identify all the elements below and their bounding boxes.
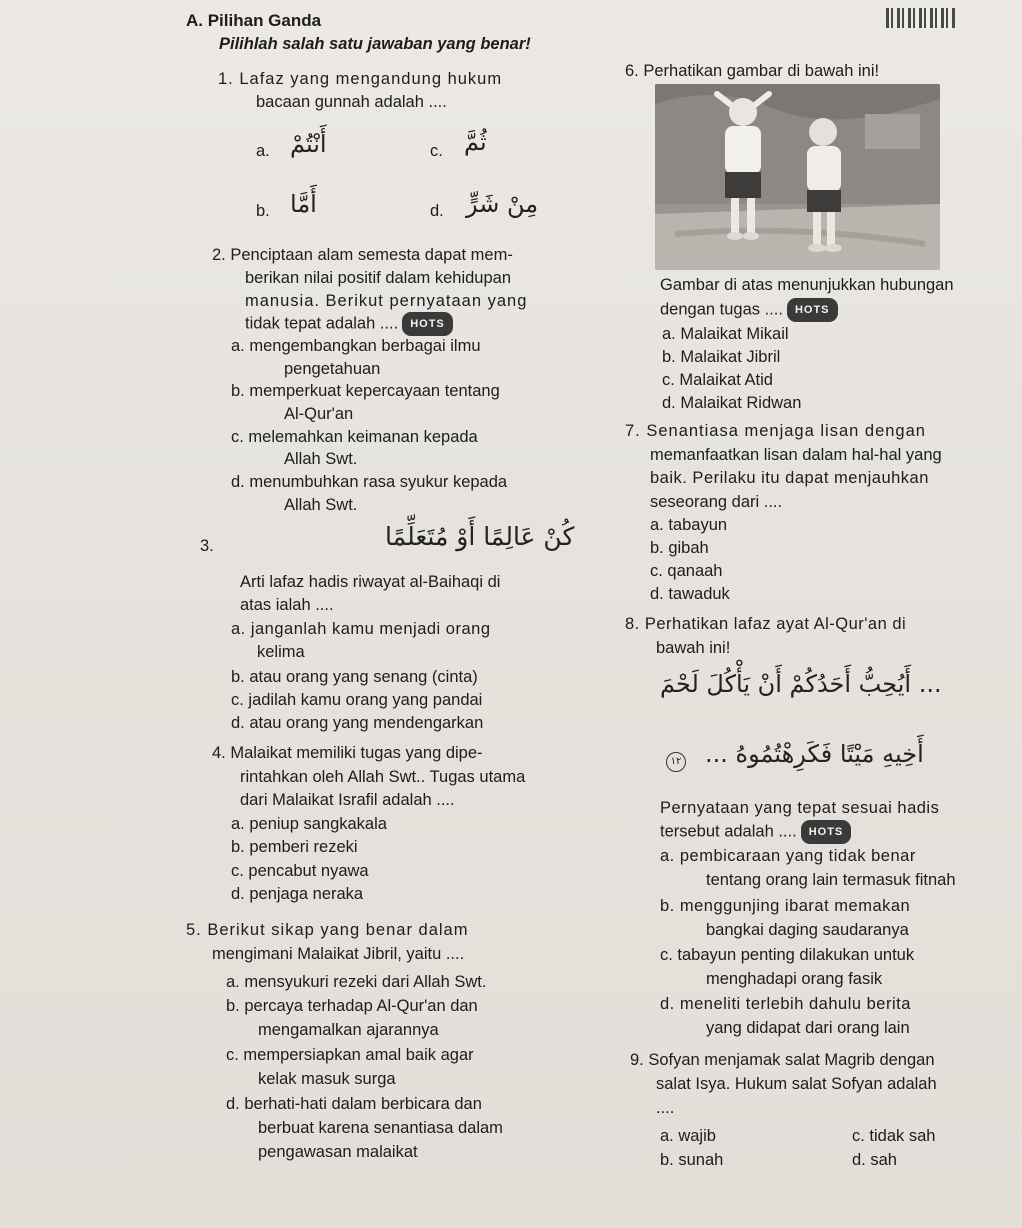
q8-text-2: bawah ini! [656,639,731,657]
q7-text: 7. Senantiasa menjaga lisan dengan [625,422,926,440]
q4-text-3: dari Malaikat Israfil adalah .... [240,791,455,809]
q6-caption: Gambar di atas menunjukkan hubungan [660,276,954,294]
q2-text: 2. Penciptaan alam semesta dapat mem- [212,246,513,264]
q6-option-c[interactable]: c. Malaikat Atid [662,371,773,389]
q5-option-a[interactable]: a. mensyukuri rezeki dari Allah Swt. [226,973,487,991]
q8-option-a[interactable]: a. pembicaraan yang tidak benar [660,847,916,865]
q1-option-b-arabic: أَمَّا [290,190,317,218]
q4-option-c[interactable]: c. pencabut nyawa [231,862,369,880]
q1-option-d[interactable]: d. [430,202,444,220]
q7-text-2: memanfaatkan lisan dalam hal-hal yang [650,446,942,464]
q1-option-c-arabic: ثُمَّ [464,128,487,156]
q8-text: 8. Perhatikan lafaz ayat Al-Qur'an di [625,615,907,633]
q2-option-d-cont: Allah Swt. [284,496,358,514]
q2-option-c-cont: Allah Swt. [284,450,358,468]
q3-option-a[interactable]: a. janganlah kamu menjadi orang [231,620,491,638]
q7-text-3: baik. Perilaku itu dapat menjauhkan [650,469,929,487]
q4-option-d[interactable]: d. penjaga neraka [231,885,364,903]
q2-option-b[interactable]: b. memperkuat kepercayaan tentang [231,382,500,400]
q8-option-b-cont: bangkai daging saudaranya [706,921,909,939]
q9-option-a[interactable]: a. wajib [660,1127,716,1145]
q6-option-d[interactable]: d. Malaikat Ridwan [662,394,802,412]
q3-text-2: atas ialah .... [240,596,334,614]
q5-option-d[interactable]: d. berhati-hati dalam berbicara dan [226,1095,482,1113]
q3-option-b[interactable]: b. atau orang yang senang (cinta) [231,668,478,686]
q5-option-d-cont: berbuat karena senantiasa dalam [258,1119,503,1137]
q1-text-2: bacaan gunnah adalah .... [256,93,447,111]
q8-option-c-cont: menghadapi orang fasik [706,970,883,988]
q1-option-a-arabic: أَنْتُمْ [290,130,327,158]
hots-badge: HOTS [402,312,453,336]
q2-option-b-cont: Al-Qur'an [284,405,354,423]
q9-text: 9. Sofyan menjamak salat Magrib dengan [630,1051,935,1069]
q4-option-a[interactable]: a. peniup sangkakala [231,815,387,833]
q8-verse-arabic: ... أَيُحِبُّ أَحَدُكُمْ أَنْ يَأْكُلَ لَحْمَ [660,670,942,698]
q3-number: 3. [200,537,214,555]
q7-option-a[interactable]: a. tabayun [650,516,728,534]
q2-text-3: manusia. Berikut pernyataan yang [245,292,528,310]
q5-option-c-cont: kelak masuk surga [258,1070,396,1088]
q5-option-b[interactable]: b. percaya terhadap Al-Qur'an dan [226,997,478,1015]
q5-option-c[interactable]: c. mempersiapkan amal baik agar [226,1046,474,1064]
hots-badge: HOTS [787,298,838,322]
children-illustration [655,84,940,270]
q7-option-b[interactable]: b. gibah [650,539,709,557]
q5-text: 5. Berikut sikap yang benar dalam [186,921,469,939]
q5-text-2: mengimani Malaikat Jibril, yaitu .... [212,945,465,963]
verse-number-marker: ١٢ [666,752,686,772]
q3-option-a-cont: kelima [257,643,305,661]
section-title: A. Pilihan Ganda [186,11,322,30]
q3-text: Arti lafaz hadis riwayat al-Baihaqi di [240,573,501,591]
q6-option-b[interactable]: b. Malaikat Jibril [662,348,781,366]
q1-option-b[interactable]: b. [256,202,270,220]
q4-text-2: rintahkan oleh Allah Swt.. Tugas utama [240,768,526,786]
q9-text-2: salat Isya. Hukum salat Sofyan adalah [656,1075,937,1093]
q9-option-d[interactable]: d. sah [852,1151,897,1169]
q7-option-c[interactable]: c. qanaah [650,562,723,580]
instruction: Pilihlah salah satu jawaban yang benar! [219,35,531,53]
qr-code-icon [886,8,956,28]
q8-option-d-cont: yang didapat dari orang lain [706,1019,910,1037]
q8-option-d[interactable]: d. meneliti terlebih dahulu berita [660,995,911,1013]
q2-text-4: tidak tepat adalah .... HOTS [245,312,453,336]
q1-option-a[interactable]: a. [256,142,270,160]
hots-badge: HOTS [801,820,852,844]
q6-text: 6. Perhatikan gambar di bawah ini! [625,62,880,80]
q3-option-c[interactable]: c. jadilah kamu orang yang pandai [231,691,483,709]
q3-hadith-arabic: كُنْ عَالِمًا أَوْ مُتَعَلِّمًا [385,522,575,551]
q6-caption-2: dengan tugas .... HOTS [660,298,838,322]
q9-option-c[interactable]: c. tidak sah [852,1127,936,1145]
q1-option-c[interactable]: c. [430,142,443,160]
q8-option-b[interactable]: b. menggunjing ibarat memakan [660,897,911,915]
q8-text-4: tersebut adalah .... HOTS [660,820,851,844]
q2-option-a[interactable]: a. mengembangkan berbagai ilmu [231,337,481,355]
q1-option-d-arabic: مِنْ شَرٍّ [466,190,539,218]
q2-option-c[interactable]: c. melemahkan keimanan kepada [231,428,478,446]
q7-option-d[interactable]: d. tawaduk [650,585,730,603]
q1-text: 1. Lafaz yang mengandung hukum [218,70,503,88]
q2-text-2: berikan nilai positif dalam kehidupan [245,269,511,287]
q2-option-d[interactable]: d. menumbuhkan rasa syukur kepada [231,473,508,491]
q2-option-a-cont: pengetahuan [284,360,381,378]
q4-text: 4. Malaikat memiliki tugas yang dipe- [212,744,483,762]
q4-option-b[interactable]: b. pemberi rezeki [231,838,358,856]
q9-option-b[interactable]: b. sunah [660,1151,724,1169]
q8-text-3: Pernyataan yang tepat sesuai hadis [660,799,940,817]
q7-text-4: seseorang dari .... [650,493,783,511]
q6-option-a[interactable]: a. Malaikat Mikail [662,325,789,343]
q9-text-3: .... [656,1099,675,1117]
q8-option-c[interactable]: c. tabayun penting dilakukan untuk [660,946,915,964]
q3-option-d[interactable]: d. atau orang yang mendengarkan [231,714,484,732]
q5-option-d-cont-2: pengawasan malaikat [258,1143,418,1161]
q8-verse-arabic-2: أَخِيهِ مَيْتًا فَكَرِهْتُمُوهُ ... [705,740,924,768]
q8-option-a-cont: tentang orang lain termasuk fitnah [706,871,956,889]
q5-option-b-cont: mengamalkan ajarannya [258,1021,439,1039]
